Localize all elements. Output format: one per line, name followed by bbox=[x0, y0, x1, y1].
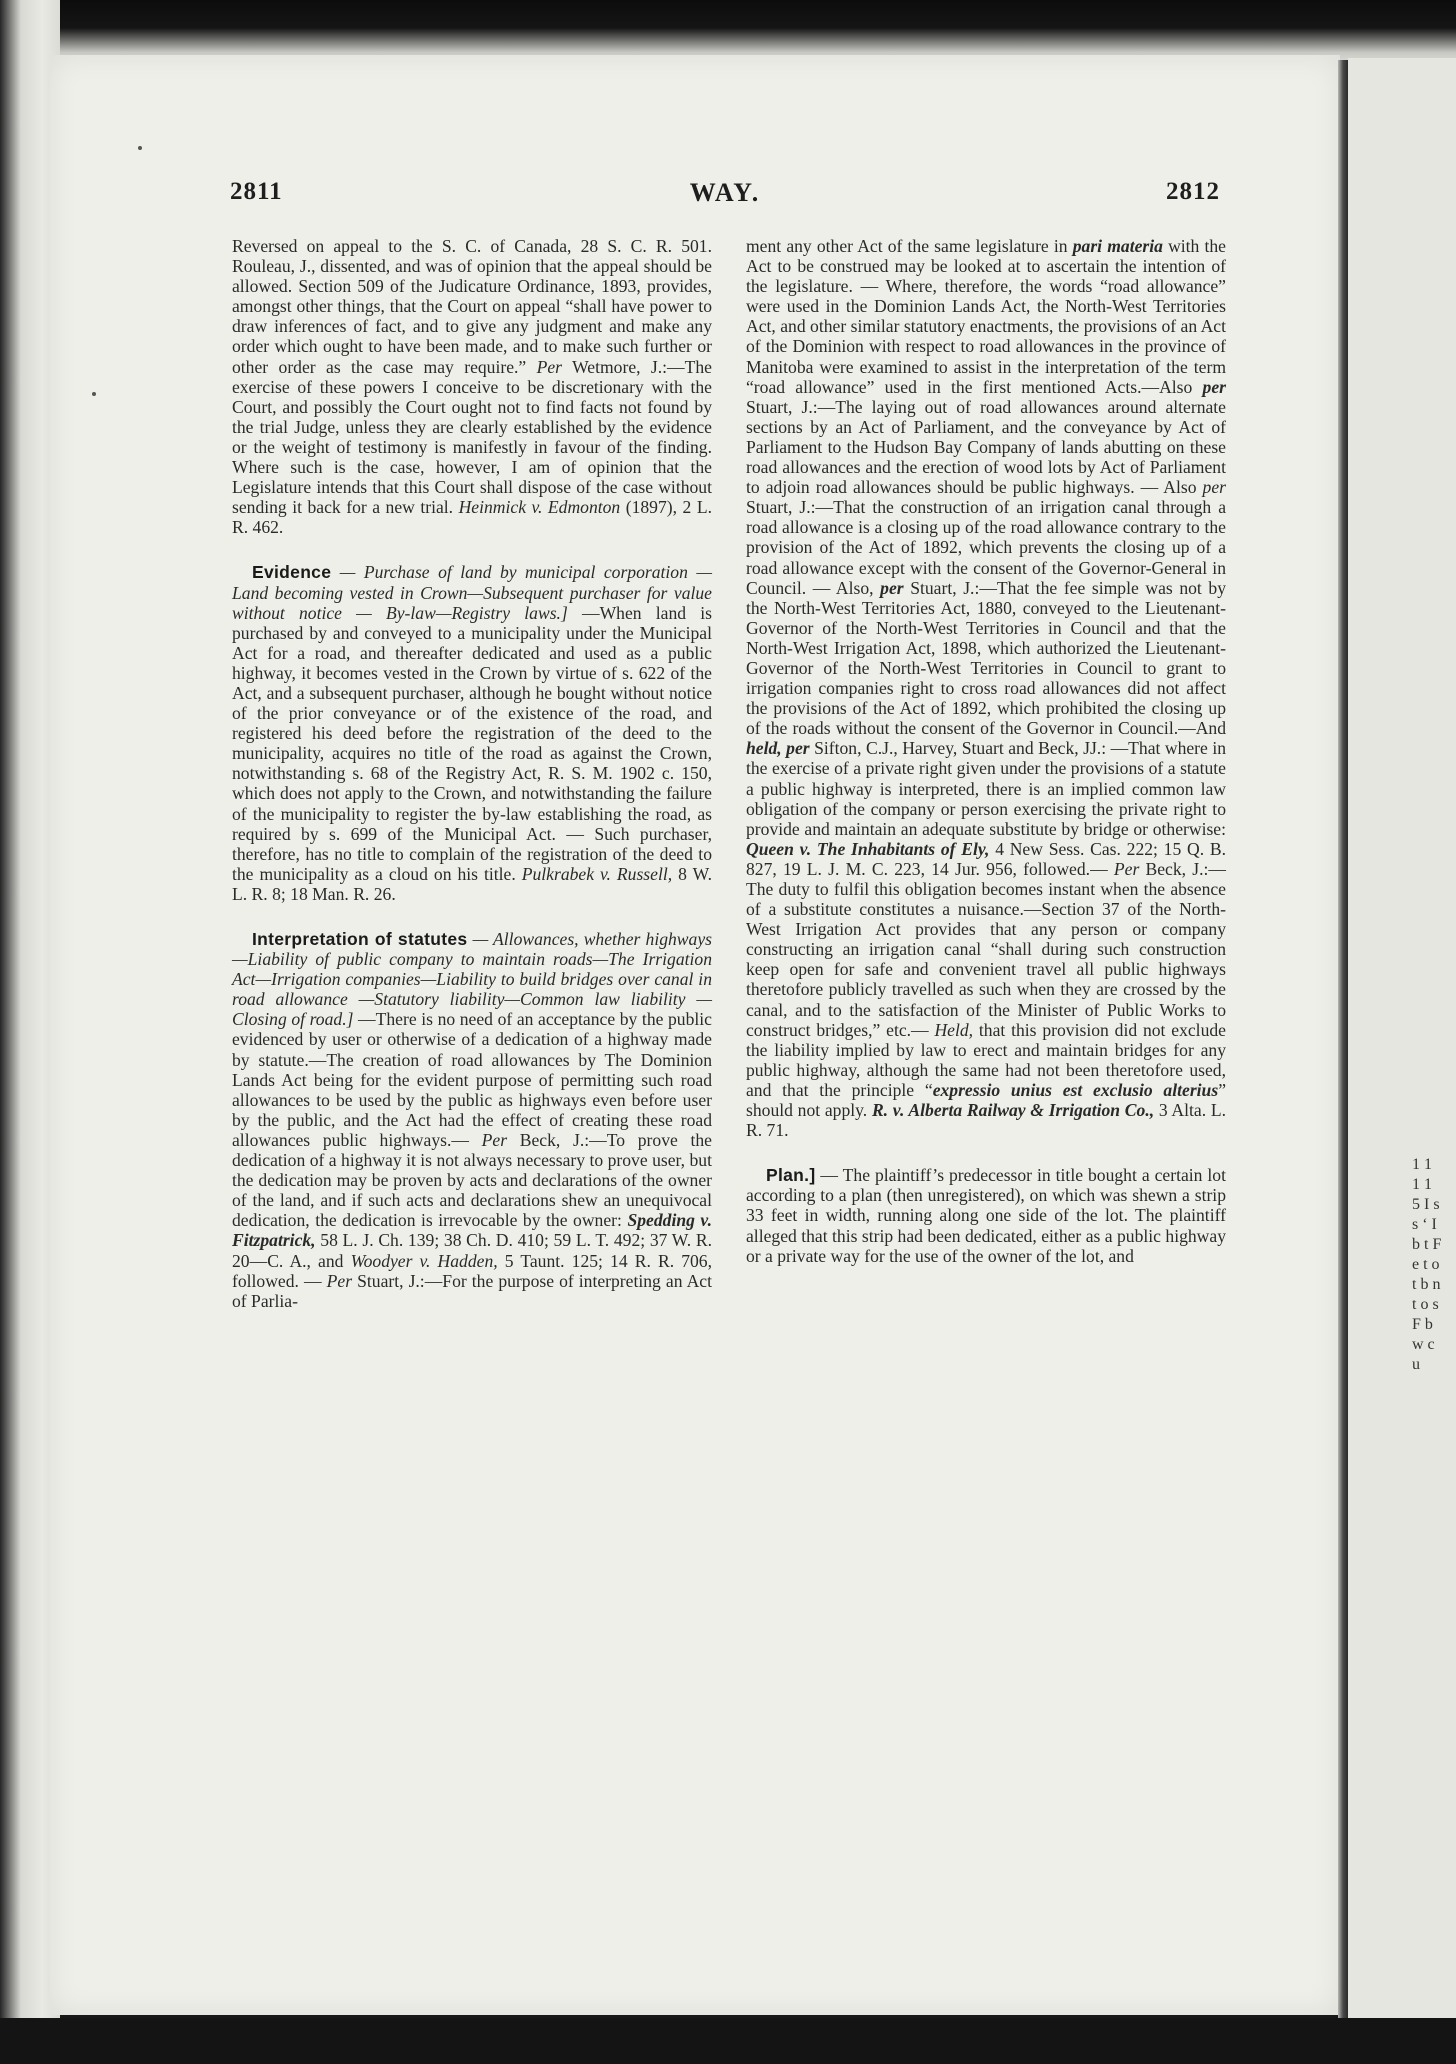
entry-subheading: — Allowances, whether highways—Liability of public company to maintain roads—The Irrigation Act—Irrigation companies—Liability to build bridges over canal in road allowance —Statutory liability—Common law liability —Closing of road.] bbox=[232, 929, 712, 1030]
left-column bbox=[232, 236, 712, 1311]
entry-heading: Interpretation of statutes bbox=[252, 929, 468, 949]
case-citation: Spedding v. Fitzpatrick, bbox=[232, 1210, 712, 1251]
paragraph-continuation: ment any other Act of the same legislature in pari materia with the Act to be construed may be looked at to ascertain the intention of the legislature. — Where, therefore, the words “road allowance” were used in the Dominion Lands Act, the North-West Territories Act, and other similar statutory enactments, the provisions of an Act of the Dominion with respect to road allowances in the province of Manitoba were examined to assist in the interpretation of the term “road allowance” used in the first mentioned Acts.—Also per Stuart, J.:—The laying out of road allowances around alternate sections by an Act of Parliament, and the conveyance by Act of Parliament to the Hudson Bay Company of lands abutting on these road allowances and the erection of wood lots by Act of Parliament to adjoin road allowances should be public highways. — Also per Stuart, J.:—That the construction of an irrigation canal through a road allowance is a closing up of the road allowance contrary to the provision of the Act of 1892, which prevents the closing up of a road allowance except with the consent of the Governor-General in Council. — Also, per Stuart, J.:—That the fee simple was not by the North-West Territories Act, 1880, conveyed to the Lieutenant-Governor of the North-West Territories in Council and that the North-West Irrigation Act, 1898, which authorized the Lieutenant-Governor of the North-West Territories in Council to grant to irrigation companies right to cross road allowances did not affect the provisions of the Act of 1892, which prohibited the closing up of the roads without the consent of the Governor in Council.—And held, per Sifton, C.J., Harvey, Stuart and Beck, JJ.: —That where in the exercise of a private right given under the provisions of a statute a public highway is interpreted, there is an implied common law obligation of the company or person exercising the private right to provide and maintain an adequate substitute by bridge or otherwise: Queen v. The Inhabitants of Ely, 4 New Sess. Cas. 222; 15 Q. B. 827, 19 L. J. M. C. 223, 14 Jur. 956, followed.— Per Beck, J.:—The duty to fulfil this obligation becomes instant when the absence of a substitute constitutes a nuisance.—Section 37 of the North-West Irrigation Act provides that any person or company constructing an irrigation canal “shall during such construction keep open for safe and convenient travel all public highways theretofore publicly travelled as such when they are crossed by the canal, and to the satisfaction of the Minister of Public Works to construct bridges,” etc.— Held, that this provision did not exclude the liability implied by law to erect and maintain bridges for any public highway, although the same had not been theretofore used, and that the principle “expressio unius est exclusio alterius” should not apply. R. v. Alberta Railway & Irrigation Co., 3 Alta. L. R. 71. bbox=[746, 236, 1227, 1141]
case-citation: Woodyer v. Hadden, bbox=[350, 1250, 498, 1271]
page-number-left: 2811 bbox=[230, 178, 283, 205]
entry-heading: Evidence bbox=[252, 562, 332, 583]
case-citation: Queen v. The Inhabitants of Ely, bbox=[746, 838, 990, 859]
case-citation: Pulkrabek v. Russell, bbox=[521, 863, 673, 884]
page-speck bbox=[92, 392, 96, 396]
entry-heading: Plan.] bbox=[766, 1165, 816, 1186]
running-title: WAY. bbox=[689, 178, 761, 207]
case-citation: Heinmick v. Edmonton bbox=[458, 497, 621, 518]
page-number-right: 2812 bbox=[1166, 178, 1220, 205]
entry-evidence: Evidence — Purchase of land by municipal corporation — Land becoming vested in Crown—Subsequent purchaser for value without notice — By-law—Registry laws.] —When land is purchased by and conveyed to a municipality under the Municipal Act for a road, and thereafter dedicated and used as a public highway, it becomes vested in the Crown by virtue of s. 622 of the Act, and a subsequent purchaser, although he bought without notice of the prior conveyance or of the existence of the road, and registered his deed before the registration of the deed to the municipality, acquires no title of the road as against the Crown, notwithstanding s. 68 of the Registry Act, R. S. M. 1902 c. 150, which does not apply to the Crown, and notwithstanding the failure of the municipality to register the by-law establishing the road, as required by s. 699 of the Municipal Act. — Such purchaser, therefore, has no title to complain of the registration of the deed to the municipality as a cloud on his title. Pulkrabek v. Russell, 8 W. L. R. 8; 18 Man. R. 26. bbox=[232, 562, 712, 904]
case-citation: R. v. Alberta Railway & Irrigation Co., bbox=[871, 1100, 1155, 1121]
right-column bbox=[746, 236, 1226, 1266]
entry-plan: Plan.] — The plaintiff’s predecessor in title bought a certain lot according to a plan (then unregistered), on which was shewn a strip 33 feet in width, running along one side of the lot. The plaintiff alleged that this strip had been dedicated, either as a public highway or a private way for the use of the owner of the lot, and bbox=[746, 1165, 1226, 1266]
facing-page-edge bbox=[1348, 58, 1456, 2018]
bottom-edge bbox=[0, 2018, 1456, 2064]
facing-page-margin-text: 1 1 1 1 5 I s s ‘ I b t F e t o t b n t o s F b w c u bbox=[1412, 1156, 1442, 1373]
running-header bbox=[230, 178, 1220, 218]
page-speck bbox=[138, 146, 142, 150]
entry-interpretation-of-statutes: Interpretation of statutes — Allowances, whether highways—Liability of public company to maintain roads—The Irrigation Act—Irrigation companies—Liability to build bridges over canal in road allowance —Statutory liability—Common law liability —Closing of road.] —There is no need of an acceptance by the public evidenced by user or otherwise of a dedication of a highway made by statute.—The creation of road allowances by The Dominion Lands Act being for the evident purpose of permitting such road allowances to be used by the public as highways even before user by the public, and the Act had the effect of creating these road allowances public highways.— Per Beck, J.:—To prove the dedication of a highway it is not always necessary to prove user, but the dedication may be proven by acts and declarations of the owner of the land, and if such acts and declarations shew an unequivocal dedication, the dedication is irrevocable by the owner: Spedding v. Fitzpatrick, 58 L. J. Ch. 139; 38 Ch. D. 410; 59 L. T. 492; 37 W. R. 20—C. A., and Woodyer v. Hadden, 5 Taunt. 125; 14 R. R. 706, followed. — Per Stuart, J.:—For the purpose of interpreting an Act of Parlia- bbox=[232, 929, 712, 1311]
paragraph-reversed-on-appeal: Reversed on appeal to the S. C. of Canada, 28 S. C. R. 501. Rouleau, J., dissented, and was of opinion that the appeal should be allowed. Section 509 of the Judicature Ordinance, 1893, provides, amongst other things, that the Court on appeal “shall have power to draw inferences of fact, and to give any judgment and make any order which ought to have been made, and to make such further or other order as the case may require.” Per Wetmore, J.:—The exercise of these powers I conceive to be discretionary with the Court, and possibly the Court ought not to find facts not found by the trial Judge, unless they are clearly established by the evidence or the weight of testimony is manifestly in favour of the finding. Where such is the case, however, I am of opinion that the Legislature intends that this Court shall dispose of the case without sending it back for a new trial. Heinmick v. Edmonton (1897), 2 L. R. 462. bbox=[232, 236, 712, 538]
entry-subheading: — Purchase of land by municipal corporation — Land becoming vested in Crown—Subsequent purchaser for value without notice — By-law—Registry laws.] bbox=[232, 562, 712, 623]
page-gutter bbox=[1338, 60, 1348, 2020]
